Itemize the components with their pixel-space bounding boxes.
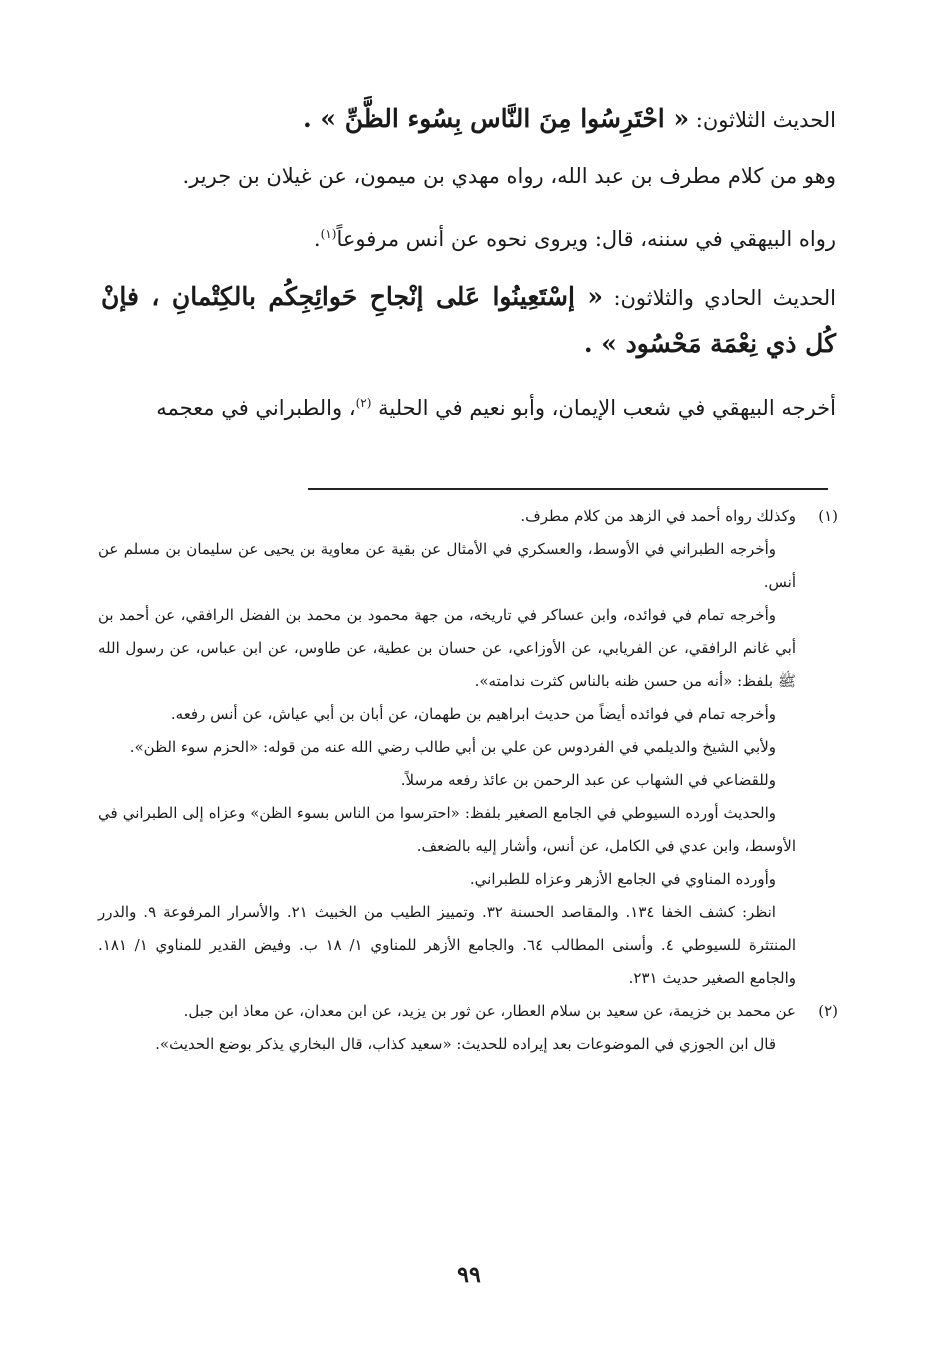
footnote-1-body xyxy=(98,500,796,995)
footnotes xyxy=(98,500,838,1061)
paragraph-akhrajahu-end: ، والطبراني في معجمه xyxy=(156,396,356,420)
footnote-1-references: انظر: كشف الخفا ١٣٤. والمقاصد الحسنة ٣٢. وتمييز الطيب من الخبيث ٢١. والأسرار المرفوعة ٩. والدرر المنتثرة للسيوطي ٤. وأسنى المطالب ٦٤. والجامع الأزهر للمناوي ١/ ١٨ ب. وفيض القدير للمناوي ١/ ١٨١. والجامع الصغير حديث ٢٣١. xyxy=(98,903,796,987)
paragraph-matraf: وهو من كلام مطرف بن عبد الله، رواه مهدي بن ميمون، عن غيلان بن جرير. xyxy=(182,164,836,188)
hadith-30-quote: « احْتَرِسُوا مِنَ النَّاس بِسُوء الظَّنِّ » . xyxy=(302,104,690,133)
paragraph-bayhaqi xyxy=(101,211,836,262)
footnote-2-line: عن محمد بن خزيمة، عن سعيد بن سلام العطار، عن ثور بن يزيد، عن ابن معدان، عن معاذ ابن جبل. xyxy=(183,1002,796,1020)
footnote-ref-2: (٢) xyxy=(355,396,372,410)
paragraph-bayhaqi-text: رواه البيهقي في سننه، قال: ويروى نحوه عن أنس مرفوعاً xyxy=(336,227,836,251)
hadith-31-intro: الحديث الحادي والثلاثون: xyxy=(603,286,836,310)
hadith-31-quote: « إسْتَعِينُوا عَلى إنْجاحِ حَوائِجِكُم بالكِتْمانِ ، فإنْ كُل ذي نِعْمَة مَحْسُود » . xyxy=(101,282,836,358)
footnote-1-line: وللقضاعي في الشهاب عن عبد الرحمن بن عائذ رفعه مرسلاً. xyxy=(400,771,776,789)
main-text xyxy=(101,96,836,443)
hadith-30-intro: الحديث الثلاثون: xyxy=(689,108,836,132)
footnote-1-line: ولأبي الشيخ والديلمي في الفردوس عن علي بن أبي طالب رضي الله عنه من قوله: «الحزم سوء الظن». xyxy=(129,738,776,756)
paragraph-bayhaqi-end: . xyxy=(313,227,321,251)
footnote-1-line: والحديث أورده السيوطي في الجامع الصغير بلفظ: «احترسوا من الناس بسوء الظن» وعزاه إلى الطبراني في الأوسط، وابن عدي في الكامل، عن أنس، وأشار إليه بالضعف. xyxy=(98,804,796,855)
footnote-ref-1: (١) xyxy=(320,227,337,241)
footnote-1 xyxy=(98,500,838,995)
footnote-2-number: (٢) xyxy=(818,1002,838,1020)
footnote-separator xyxy=(308,488,828,490)
page-number: ٩٩ xyxy=(457,1262,481,1288)
footnote-1-line: وكذلك رواه أحمد في الزهد من كلام مطرف. xyxy=(520,507,796,525)
footnote-2-body xyxy=(98,995,796,1061)
footnote-1-line: وأخرجه تمام في فوائده أيضاً من حديث ابراهيم بن طهمان، عن أبان بن أبي عياش، عن أنس رفعه. xyxy=(170,705,776,723)
footnote-1-line: وأخرجه تمام في فوائده، وابن عساكر في تاريخه، من جهة محمود بن محمد بن الفضل الرافقي، عن أحمد بن أبي غانم الرافقي، عن الفريابي، عن الأوزاعي، عن حسان بن عطية، عن طاوس، عن ابن عباس، عن رسول الله ﷺ بلفظ: «أنه من حسن ظنه بالناس كثرت ندامته». xyxy=(98,606,796,690)
footnote-1-line: وأخرجه الطبراني في الأوسط، والعسكري في الأمثال عن بقية عن معاوية بن يحيى عن سليمان بن مسلم عن أنس. xyxy=(98,540,796,591)
footnote-1-number: (١) xyxy=(818,507,838,525)
hadith-30 xyxy=(101,96,836,143)
footnote-2 xyxy=(98,995,838,1061)
paragraph-akhrajahu xyxy=(101,380,836,431)
paragraph-akhrajahu-text: أخرجه البيهقي في شعب الإيمان، وأبو نعيم في الحلية xyxy=(378,396,836,420)
hadith-31 xyxy=(101,274,836,368)
footnote-1-line: وأورده المناوي في الجامع الأزهر وعزاه للطبراني. xyxy=(469,870,776,888)
footnote-2-line: قال ابن الجوزي في الموضوعات بعد إيراده للحديث: «سعيد كذاب، قال البخاري يذكر بوضع الحديث». xyxy=(155,1035,776,1053)
